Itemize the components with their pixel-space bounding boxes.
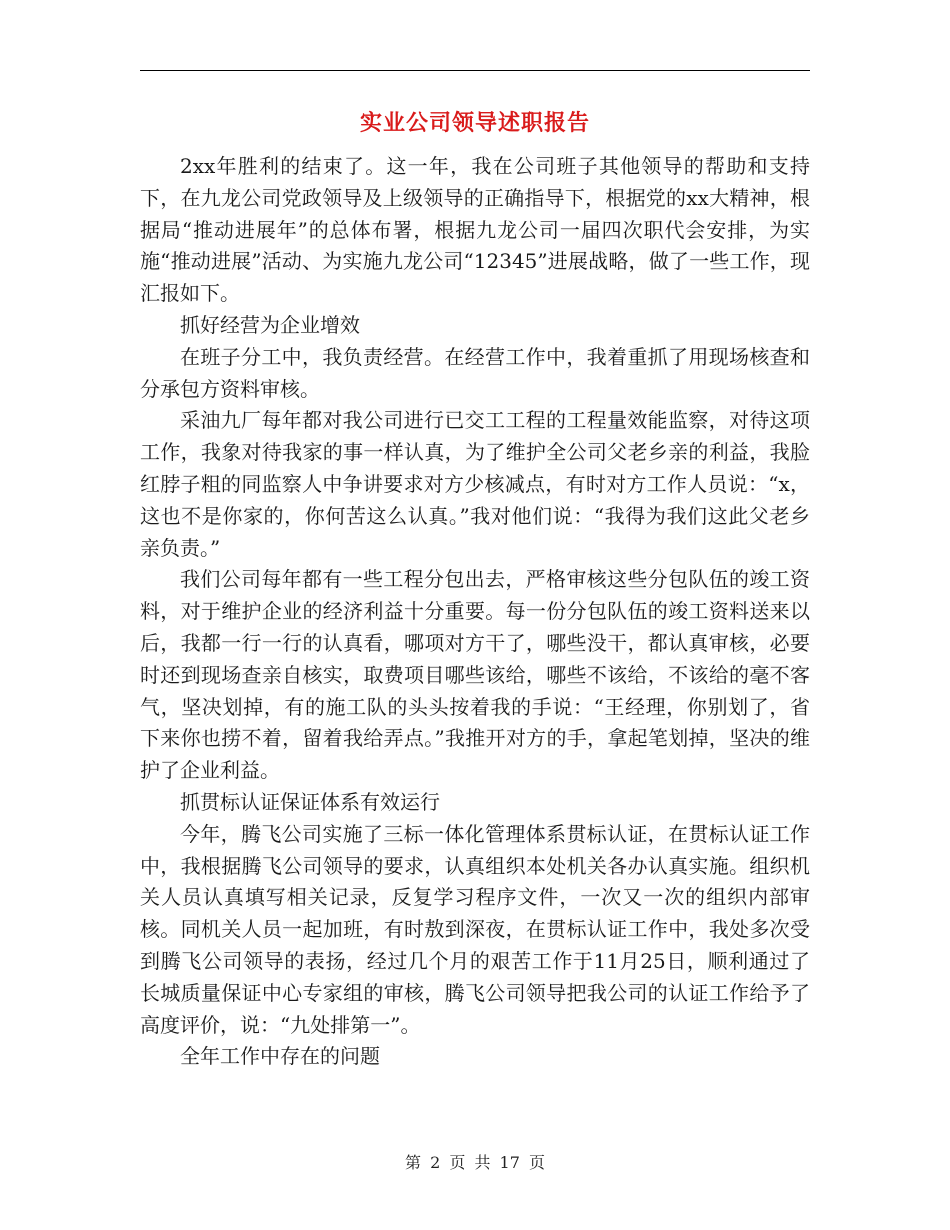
paragraph-supervision: 采油九厂每年都对我公司进行已交工工程的工程量效能监察，对待这项工作，我象对待我家的事一样认真，为了维护全公司父老乡亲的利益，我脸红脖子粗的同监察人中争讲要求对方少核减点，有时对方工作人员说：“x，这也不是你家的，你何苦这么认真。”我对他们说：“我得为我们这此父老乡亲负责。” <box>140 408 810 560</box>
paragraph-certification: 今年，腾飞公司实施了三标一体化管理体系贯标认证，在贯标认证工作中，我根据腾飞公司领导的要求，认真组织本处机关各办认真实施。组织机关人员认真填写相关记录，反复学习程序文件，一次又一次的组织内部审核。同机关人员一起加班，有时敖到深夜，在贯标认证工作中，我处多次受到腾飞公司领导的表扬，经过几个月的艰苦工作于11月25日，顺利通过了长城质量保证中心专家组的审核，腾飞公司领导把我公司的认证工作给予了高度评价，说：“九处排第一”。 <box>140 821 810 1037</box>
section-heading-certification: 抓贯标认证保证体系有效运行 <box>180 789 440 814</box>
document-title: 实业公司领导述职报告 <box>359 110 590 136</box>
section-heading-operations: 抓好经营为企业增效 <box>180 312 360 337</box>
section-heading-problems: 全年工作中存在的问题 <box>180 1044 380 1069</box>
paragraph-operations: 在班子分工中，我负责经营。在经营工作中，我着重抓了用现场核查和分承包方资料审核。 <box>140 344 810 401</box>
paragraph-subcontract: 我们公司每年都有一些工程分包出去，严格审核这些分包队伍的竣工资料，对于维护企业的经济利益十分重要。每一份分包队伍的竣工资料送来以后，我都一行一行的认真看，哪项对方干了，哪些没干，都认真审核，必要时还到现场查亲自核实，取费项目哪些该给，哪些不该给，不该给的毫不客气，坚决划掉，有的施工队的头头按着我的手说：“王经理，你别划了，省下来你也捞不着，留着我给弄点。”我推开对方的手，拿起笔划掉，坚决的维护了企业利益。 <box>140 567 810 783</box>
paragraph-intro: 2xx年胜利的结束了。这一年，我在公司班子其他领导的帮助和支持下，在九龙公司党政领导及上级领导的正确指导下，根据党的xx大精神，根据局“推动进展年”的总体布署，根据九龙公司一届四次职代会安排，为实施“推动进展”活动、为实施九龙公司“12345”进展战略，做了一些工作，现汇报如下。 <box>140 154 810 306</box>
page-number: 第 2 页 共 17 页 <box>405 1153 545 1172</box>
header-rule <box>140 70 810 71</box>
document-body <box>140 151 810 1073</box>
